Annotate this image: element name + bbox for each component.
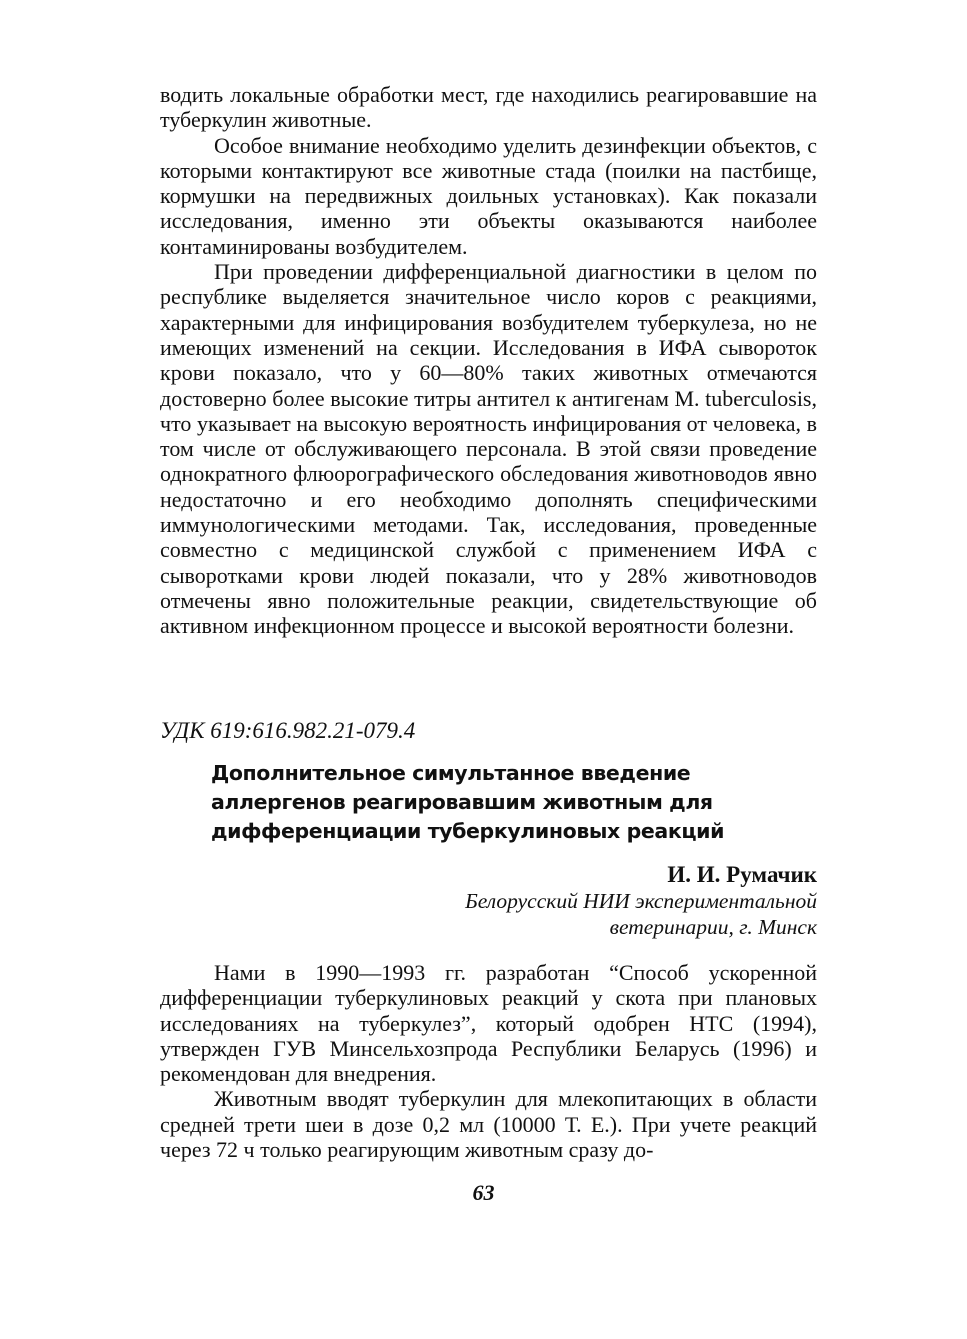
author-affiliation: Белорусский НИИ экспериментальной ветеринарии, г. Минск xyxy=(465,889,817,939)
author-name: И. И. Румачик xyxy=(667,862,817,887)
paragraph: водить локальные обработки мест, где находились реагировавшие на туберкулин животные. xyxy=(160,82,817,133)
paragraph: Животным вводят туберкулин для млекопитающих в области средней трети шеи в дозе 0,2 мл (10000 Т. Е.). При учете реакций через 72 ч только реагирующим животным сразу до- xyxy=(160,1086,817,1163)
paragraph: При проведении дифференциальной диагностики в целом по республике выделяется значительное число коров с реакциями, характерными для инфицирования возбудителем туберкулеза, но не имеющих изменений на секции. Исследования в ИФА сывороток крови показало, что у 60—80% таких животных отмечаются достоверно более высокие титры антител к антигенам M. tuberculosis, что указывает на высокую вероятность инфицирования от человека, в том числе от обслуживающего персонала. В этой связи проведение однократного флюорографического обследования животноводов явно недостаточно и его необходимо дополнять специфическими иммунологическими методами. Так, исследования, проведенные совместно с медицинской службой с применением ИФА с сыворотками крови людей показали, что у 28% животноводов отмечены явно положительные реакции, свидетельствующие об активном инфекционном процессе и высокой вероятности болезни. xyxy=(160,259,817,639)
paragraph: Особое внимание необходимо уделить дезинфекции объектов, с которыми контактируют все животные стада (поилки на пастбище, кормушки на передвижных доильных установках). Как показали исследования, именно эти объекты оказываются наиболее контаминированы возбудителем. xyxy=(160,132,817,259)
previous-article-text xyxy=(160,82,817,639)
page-number: 63 xyxy=(472,1180,495,1205)
paragraph: Нами в 1990—1993 гг. разработан “Способ ускоренной дифференциации туберкулиновых реакций у скота при плановых исследованиях на туберкулез”, который одобрен НТС (1994), утвержден ГУВ Минсельхозпрода Республики Беларусь (1996) и рекомендован для внедрения. xyxy=(160,960,817,1087)
article-title: Дополнительное симультанное введение аллергенов реагировавшим животным для дифференциации туберкулиновых реакций xyxy=(211,761,725,843)
udk-code: УДК 619:616.982.21-079.4 xyxy=(160,718,416,743)
article-body xyxy=(160,960,817,1162)
